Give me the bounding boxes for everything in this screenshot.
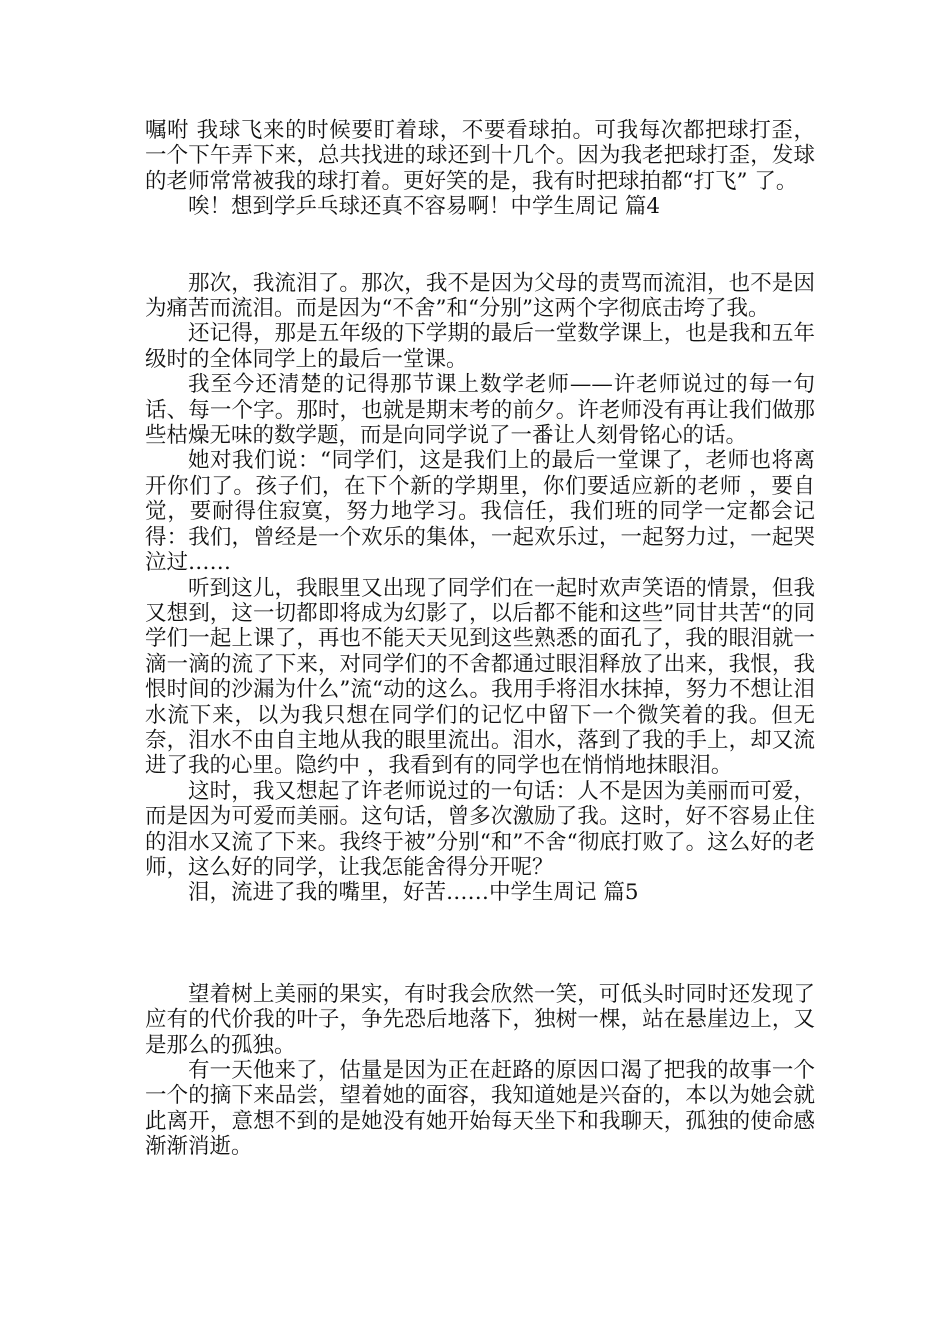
- paragraph: 有一天他来了，估量是因为正在赶路的原因口渴了把我的故事一个一个的摘下来品尝，望着她的面容，我知道她是兴奋的，本以为她会就此离开，意想不到的是她没有她开始每天坐下和我聊天，孤独的使命感渐渐消逝。: [145, 1058, 815, 1160]
- section-heading-5: 泪，流进了我的嘴里，好苦……中学生周记 篇5: [188, 880, 639, 906]
- paragraph: 还记得，那是五年级的下学期的最后一堂数学课上，也是我和五年级时的全体同学上的最后一堂课。: [145, 321, 815, 372]
- paragraph: 我至今还清楚的记得那节课上数学老师——许老师说过的每一句话、每一个字。那时，也就是期末考的前夕。许老师没有再让我们做那些枯燥无味的数学题，而是向同学说了一番让人刻骨铭心的话。: [145, 372, 815, 449]
- paragraph: 望着树上美丽的果实，有时我会欣然一笑，可低头时同时还发现了应有的代价我的叶子，争先恐后地落下，独树一棵，站在悬崖边上，又是那么的孤独。: [145, 981, 815, 1058]
- blank-space: [145, 906, 815, 982]
- paragraph: 她对我们说：“同学们，这是我们上的最后一堂课了，老师也将离开你们了。孩子们，在下个新的学期里，你们要适应新的老师 ，要自觉，要耐得住寂寞，努力地学习。我信任，我们班的同学一定都会记得：我们，曾经是一个欢乐的集体，一起欢乐过，一起努力过，一起哭泣过……: [145, 448, 815, 576]
- paragraph: 这时，我又想起了许老师说过的一句话：人不是因为美丽而可爱，而是因为可爱而美丽。这句话，曾多次激励了我。这时，好不容易止住的泪水又流了下来。我终于被”分别“和”不舍“彻底打败了。这么好的老师，这么好的同学，让我怎能舍得分开呢？: [145, 778, 815, 880]
- blank-space: [145, 220, 815, 271]
- paragraph: 那次，我流泪了。那次，我不是因为父母的责骂而流泪，也不是因为痛苦而流泪。而是因为“不舍”和“分别”这两个字彻底击垮了我。: [145, 270, 815, 322]
- paragraph: 嘱咐 我球飞来的时候要盯着球，不要看球拍。可我每次都把球打歪，一个下午弄下来，总共找进的球还到十几个。因为我老把球打歪，发球的老师常常被我的球打着。更好笑的是，我有时把球拍都“打飞” 了。: [145, 118, 815, 194]
- paragraph: 听到这儿，我眼里又出现了同学们在一起时欢声笑语的情景，但我又想到，这一切都即将成为幻影了，以后都不能和这些”同甘共苦“的同学们一起上课了，再也不能天天见到这些熟悉的面孔了，我的眼泪就一滴一滴的流了下来，对同学们的不舍都通过眼泪释放了出来，我恨，我恨时间的沙漏为什么”流“动的这么。我用手将泪水抹掉，努力不想让泪水流下来，以为我只想在同学们的记忆中留下一个微笑着的我。但无奈，泪水不由自主地从我的眼里流出。泪水，落到了我的手上，却又流进了我的心里。隐约中 ，我看到有的同学也在悄悄地抹眼泪。: [145, 575, 815, 779]
- section-heading-4: 唉！想到学乒乓球还真不容易啊！中学生周记 篇4: [188, 194, 661, 220]
- document-body: [145, 118, 815, 1160]
